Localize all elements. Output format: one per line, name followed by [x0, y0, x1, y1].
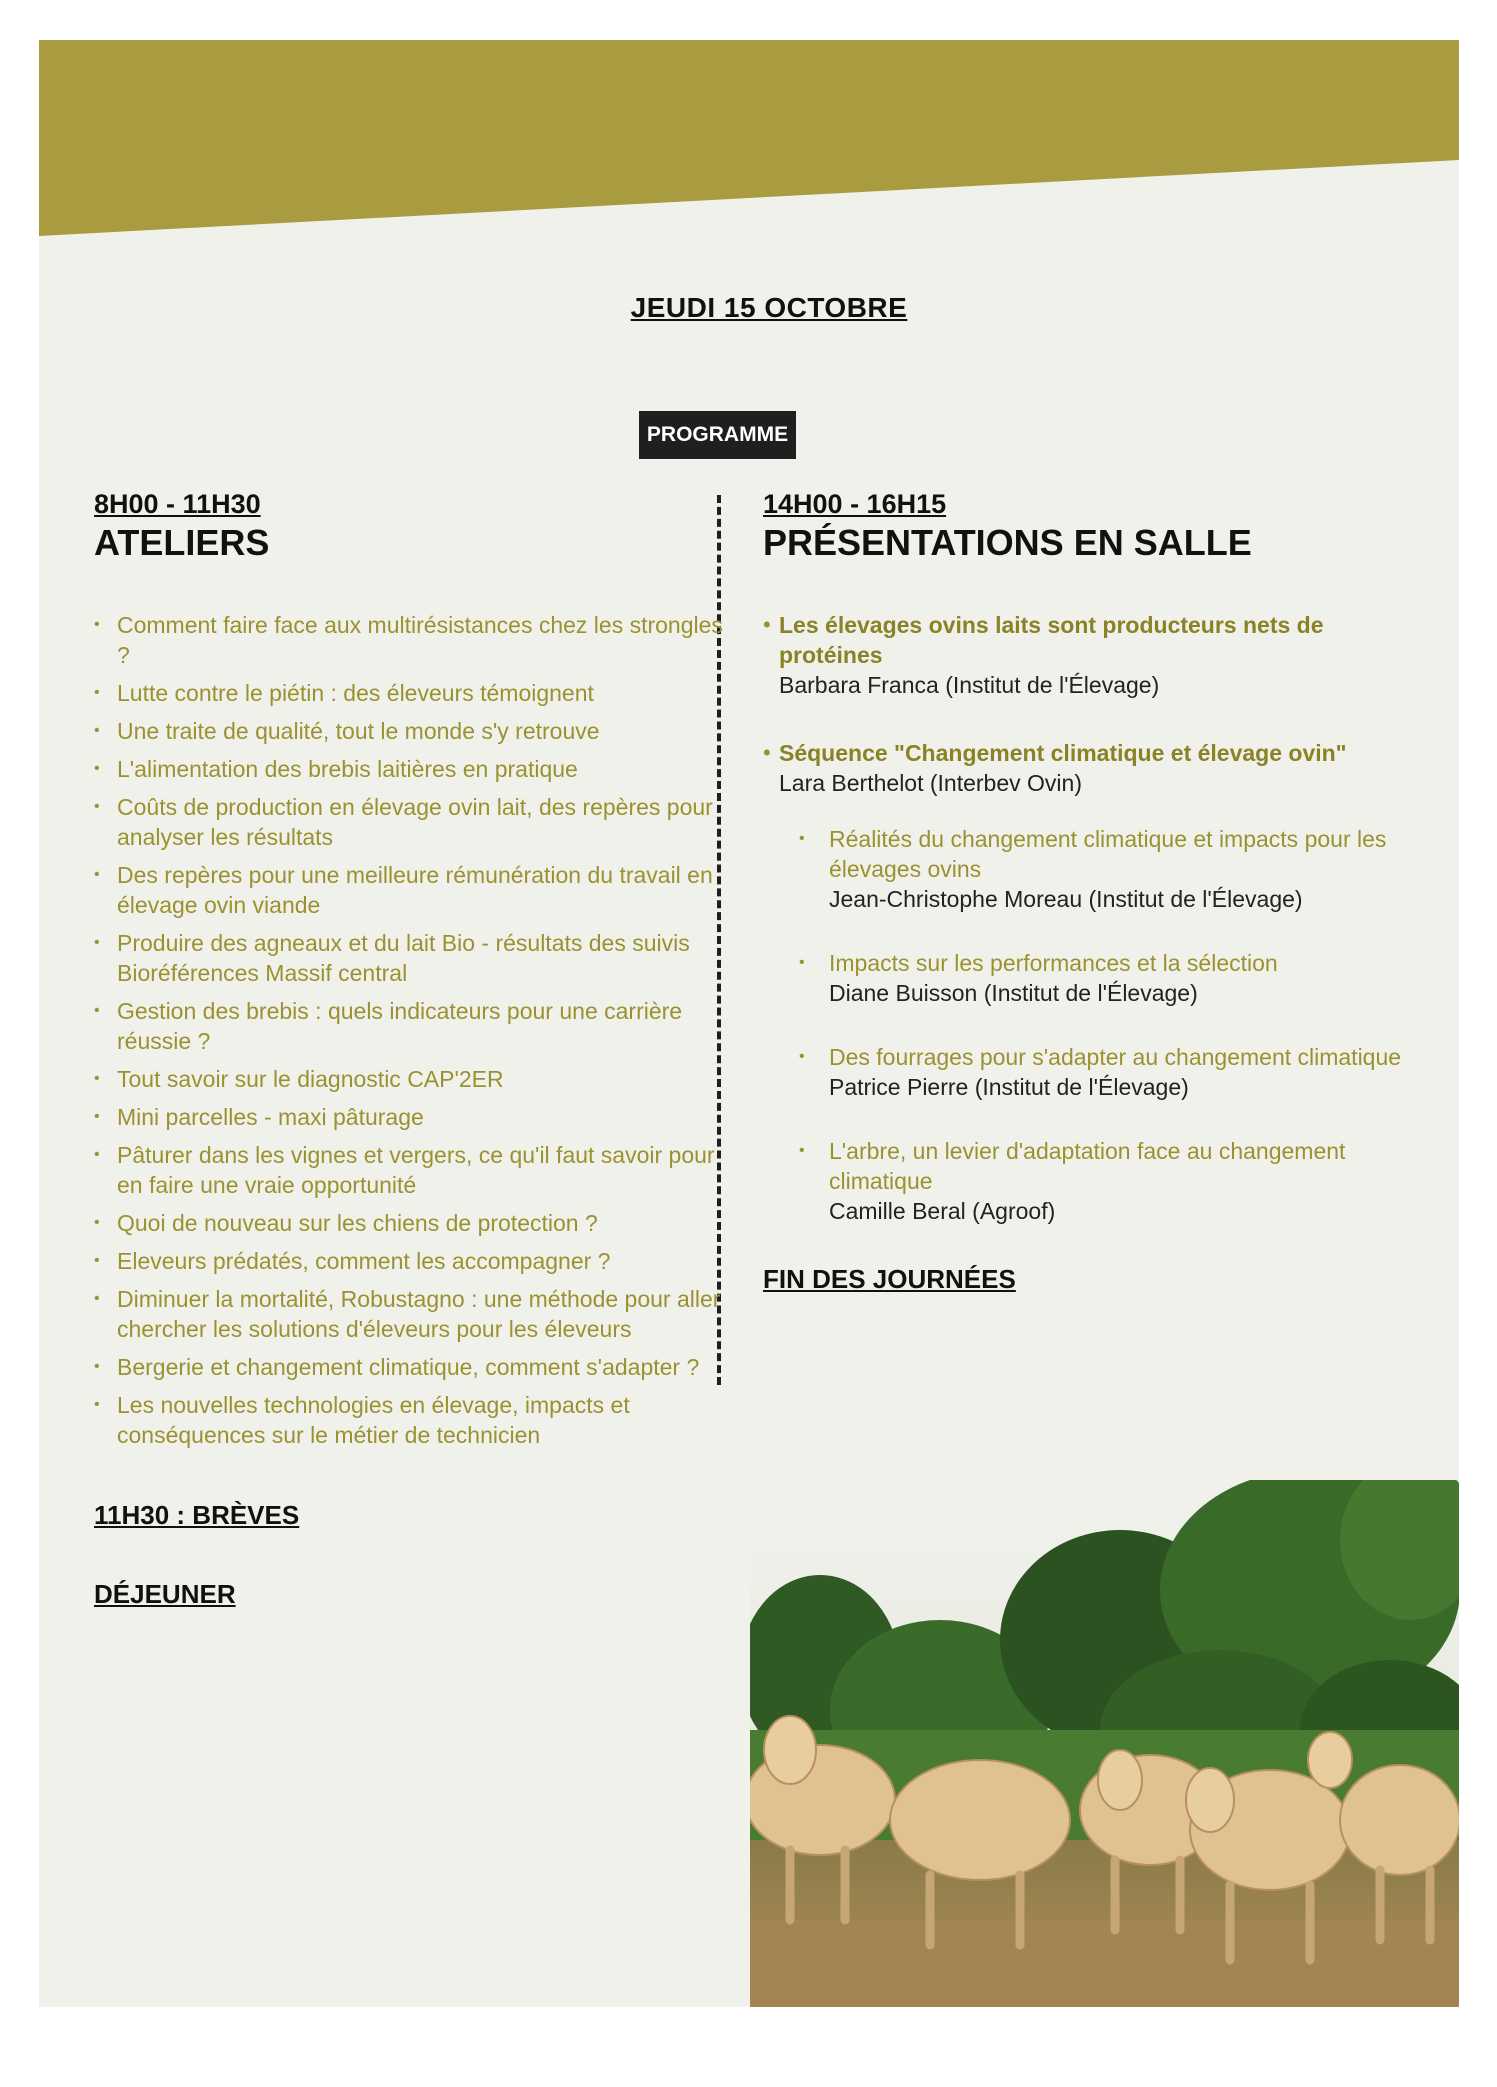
atelier-item: • Gestion des brebis : quels indicateurs pour une carrière réussie ?	[94, 996, 734, 1056]
bullet-icon: •	[799, 830, 805, 847]
atelier-item: • Eleveurs prédatés, comment les accompagner ?	[94, 1246, 734, 1276]
atelier-item: • Pâturer dans les vignes et vergers, ce qu'il faut savoir pour en faire une vraie opportunité	[94, 1140, 734, 1200]
atelier-item: • Une traite de qualité, tout le monde s'y retrouve	[94, 716, 734, 746]
event-date: JEUDI 15 OCTOBRE	[630, 292, 908, 323]
bullet-icon: •	[799, 1142, 805, 1159]
sheep-photo	[750, 1480, 1459, 2007]
bullet-icon: •	[763, 740, 771, 765]
presentations-list	[763, 610, 1423, 1226]
sub-presentation-item	[779, 1042, 1423, 1102]
sub-presentation-speaker: Patrice Pierre (Institut de l'Élevage)	[829, 1074, 1189, 1100]
sub-presentation-title: Réalités du changement climatique et impacts pour les élevages ovins	[829, 826, 1387, 882]
presentation-title: Séquence "Changement climatique et élevage ovin"	[779, 740, 1347, 766]
presentation-item	[763, 610, 1423, 700]
atelier-item: • Lutte contre le piétin : des éleveurs témoignent	[94, 678, 734, 708]
atelier-item: • L'alimentation des brebis laitières en pratique	[94, 754, 734, 784]
breves-heading: 11H30 : BRÈVES	[94, 1500, 300, 1530]
sub-presentation-title: Des fourrages pour s'adapter au changement climatique	[829, 1044, 1402, 1070]
atelier-item: • Coûts de production en élevage ovin lait, des repères pour analyser les résultats	[94, 792, 734, 852]
presentation-title: Les élevages ovins laits sont producteurs nets de protéines	[779, 612, 1324, 668]
bullet-icon: •	[799, 954, 805, 971]
programme-badge: PROGRAMME	[639, 411, 796, 459]
bullet-icon: •	[763, 612, 771, 637]
sub-presentation-title: Impacts sur les performances et la sélection	[829, 950, 1278, 976]
ateliers-list	[94, 610, 734, 1450]
sub-presentation-item	[779, 1136, 1423, 1226]
presentation-speaker: Barbara Franca (Institut de l'Élevage)	[779, 672, 1160, 698]
atelier-item: • Quoi de nouveau sur les chiens de protection ?	[94, 1208, 734, 1238]
presentation-speaker: Lara Berthelot (Interbev Ovin)	[779, 770, 1082, 796]
atelier-item: • Les nouvelles technologies en élevage, impacts et conséquences sur le métier de technicien	[94, 1390, 734, 1450]
sub-presentation-speaker: Diane Buisson (Institut de l'Élevage)	[829, 980, 1198, 1006]
morning-time: 8H00 - 11H30	[94, 489, 261, 519]
sub-presentation-item	[779, 824, 1423, 914]
afternoon-time: 14H00 - 16H15	[763, 489, 947, 519]
bullet-icon: •	[799, 1048, 805, 1065]
atelier-item: • Tout savoir sur le diagnostic CAP'2ER	[94, 1064, 734, 1094]
atelier-item: • Produire des agneaux et du lait Bio - résultats des suivis Bioréférences Massif central	[94, 928, 734, 988]
atelier-item: • Diminuer la mortalité, Robustagno : une méthode pour aller chercher les solutions d'éleveurs pour les éleveurs	[94, 1284, 734, 1344]
atelier-item: • Mini parcelles - maxi pâturage	[94, 1102, 734, 1132]
ateliers-heading: ATELIERS	[94, 522, 270, 563]
afternoon-column	[763, 488, 1423, 1295]
sub-presentations	[779, 824, 1423, 1226]
presentations-heading: PRÉSENTATIONS EN SALLE	[763, 522, 1252, 563]
presentation-item	[763, 738, 1423, 1226]
fin-des-journees: FIN DES JOURNÉES	[763, 1264, 1016, 1294]
atelier-item: • Bergerie et changement climatique, comment s'adapter ?	[94, 1352, 734, 1382]
sub-presentation-speaker: Camille Beral (Agroof)	[829, 1198, 1056, 1224]
sub-presentation-title: L'arbre, un levier d'adaptation face au changement climatique	[829, 1138, 1346, 1194]
dejeuner-heading: DÉJEUNER	[94, 1579, 236, 1609]
atelier-item: • Des repères pour une meilleure rémunération du travail en élevage ovin viande	[94, 860, 734, 920]
programme-page	[39, 40, 1459, 2007]
sub-presentation-speaker: Jean-Christophe Moreau (Institut de l'Élevage)	[829, 886, 1303, 912]
header-banner	[39, 40, 1459, 240]
atelier-item: • Comment faire face aux multirésistances chez les strongles ?	[94, 610, 734, 670]
sub-presentation-item	[779, 948, 1423, 1008]
morning-column	[94, 488, 734, 1610]
